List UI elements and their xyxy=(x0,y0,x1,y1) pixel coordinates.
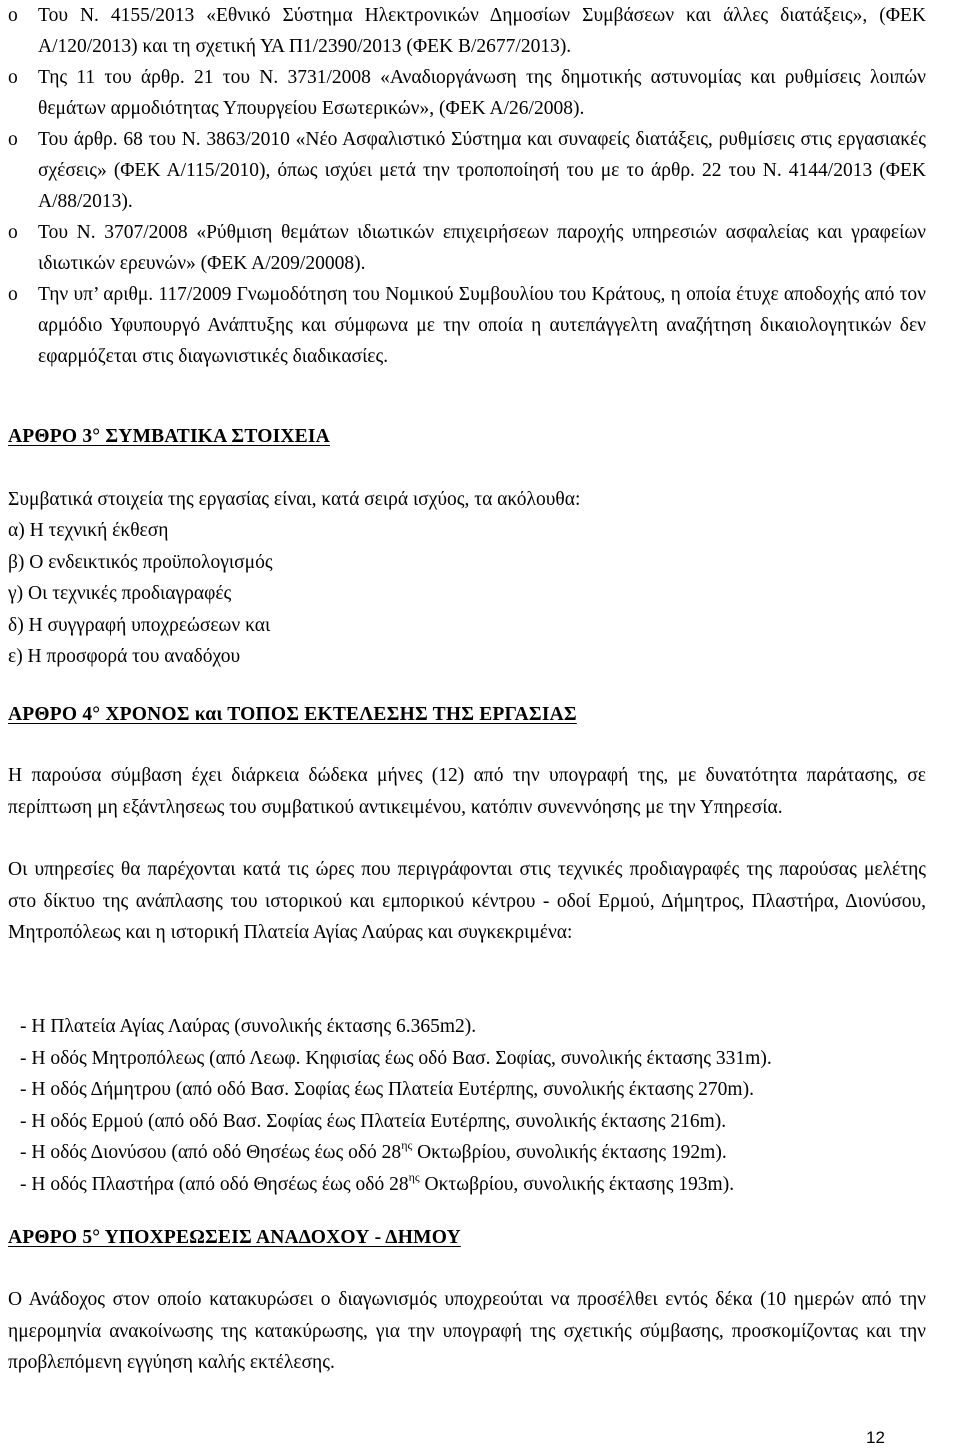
service-site-text: - Η οδός Διονύσου (από οδό Θησέως έως οδό 28 xyxy=(20,1142,402,1163)
article-3-intro: Συμβατικά στοιχεία της εργασίας είναι, κατά σειρά ισχύος, τα ακόλουθα: xyxy=(8,489,581,510)
legal-reference-text: Του Ν. 4155/2013 «Εθνικό Σύστημα Ηλεκτρονικών Δημοσίων Συμβάσεων και άλλες διατάξεις», (ΦΕΚ Α/120/2013) και τη σχετική ΥΑ Π1/2390/2013 (ΦΕΚ Β/2677/2013). xyxy=(38,5,926,57)
service-site-item xyxy=(20,1137,772,1169)
contract-element-item: γ) Οι τεχνικές προδιαγραφές xyxy=(8,583,232,604)
service-sites-list xyxy=(20,1011,772,1200)
service-site-item: - Η Πλατεία Αγίας Λαύρας (συνολικής έκτασης 6.365m2). xyxy=(20,1016,477,1037)
article-4-duration-paragraph: Η παρούσα σύμβαση έχει διάρκεια δώδεκα μήνες (12) από την υπογραφή της, με δυνατότητα παράτασης, σε περίπτωση μη εξάντλησεως του συμβατικού αντικειμένου, κατόπιν συνεννόησης με την Υπηρεσία. xyxy=(8,765,926,818)
service-site-text-end: Οκτωβρίου, συνολικής έκτασης 193m). xyxy=(419,1173,735,1195)
service-site-item xyxy=(20,1169,772,1201)
legal-reference-item xyxy=(8,124,926,217)
bullet-marker: o xyxy=(8,129,18,150)
article-4-location-paragraph: Οι υπηρεσίες θα παρέχονται κατά τις ώρες που περιγράφονται στις τεχνικές προδιαγραφές της παρούσας μελέτης στο δίκτυο της ανάπλασης του ιστορικού και εμπορικού κέντρου - οδοί Ερμού, Δήμητρος, Πλαστήρα, Διονύσου, Μητροπόλεως και η ιστορική Πλατεία Αγίας Λαύρας και συγκεκριμένα: xyxy=(8,859,926,943)
legal-reference-item xyxy=(8,279,926,372)
legal-references-list xyxy=(8,0,926,372)
contract-element-item: ε) Η προσφορά του αναδόχου xyxy=(8,646,241,667)
service-site-text: - Η οδός Πλαστήρα (από οδό Θησέως έως οδό 28 xyxy=(20,1173,409,1195)
bullet-marker: o xyxy=(8,5,18,26)
legal-reference-item xyxy=(8,62,926,124)
contract-element-item: δ) Η συγγραφή υποχρεώσεων και xyxy=(8,614,271,636)
legal-reference-text: Της 11 του άρθρ. 21 του Ν. 3731/2008 «Αναδιοργάνωση της δημοτικής αστυνομίας και ρυθμίσεις λοιπών θεμάτων αρμοδιότητας Υπουργείου Εσωτερικών», (ΦΕΚ Α/26/2008). xyxy=(38,67,926,119)
service-site-item: - Η οδός Ερμού (από οδό Βασ. Σοφίας έως Πλατεία Ευτέρπης, συνολικής έκτασης 216m). xyxy=(20,1110,727,1132)
legal-reference-item xyxy=(8,0,926,62)
service-site-item: - Η οδός Δήμητρου (από οδό Βασ. Σοφίας έως Πλατεία Ευτέρπης, συνολικής έκτασης 270m). xyxy=(20,1079,754,1100)
article-3-heading: ΑΡΘΡΟ 3° ΣΥΜΒΑΤΙΚΑ ΣΤΟΙΧΕΙΑ xyxy=(8,426,330,447)
contract-element-item: α) Η τεχνική έκθεση xyxy=(8,520,169,541)
service-site-text-end: Οκτωβρίου, συνολικής έκτασης 192m). xyxy=(412,1142,727,1163)
ordinal-suffix: ης xyxy=(401,1138,413,1152)
legal-reference-text: Του άρθρ. 68 του Ν. 3863/2010 «Νέο Ασφαλιστικό Σύστημα και συναφείς διατάξεις, ρυθμίσεις στις εργασιακές σχέσεις» (ΦΕΚ Α/115/2010), όπως ισχύει μετά την τροποποίησή του με το άρθρ. 22 του Ν. 4144/2013 (ΦΕΚ Α/88/2013). xyxy=(38,129,926,212)
contract-element-item: β) Ο ενδεικτικός προϋπολογισμός xyxy=(8,551,273,573)
article-5-paragraph: Ο Ανάδοχος στον οποίο κατακυρώσει ο διαγωνισμός υποχρεούται να προσέλθει εντός δέκα (10 ημερών από την ημερομηνία ανακοίνωσης της κατακύρωσης, για την υπογραφή της σχετικής σύμβασης, προσκομίζοντας και την προβλεπόμενη εγγύηση καλής εκτέλεσης. xyxy=(8,1289,926,1373)
bullet-marker: o xyxy=(8,67,18,88)
contract-elements-list xyxy=(8,515,273,673)
bullet-marker: o xyxy=(8,222,18,243)
page-number: 12 xyxy=(866,1428,885,1447)
legal-reference-text: Του Ν. 3707/2008 «Ρύθμιση θεμάτων ιδιωτικών επιχειρήσεων παροχής υπηρεσιών ασφαλείας και γραφείων ιδιωτικών ερευνών» (ΦΕΚ Α/209/20008). xyxy=(38,222,926,274)
ordinal-suffix: ης xyxy=(408,1169,420,1184)
article-5-heading: ΑΡΘΡΟ 5° ΥΠΟΧΡΕΩΣΕΙΣ ΑΝΑΔΟΧΟΥ - ΔΗΜΟΥ xyxy=(8,1227,461,1248)
service-site-item: - Η οδός Μητροπόλεως (από Λεωφ. Κηφισίας έως οδό Βασ. Σοφίας, συνολικής έκτασης 331m). xyxy=(20,1047,772,1069)
article-4-heading: ΑΡΘΡΟ 4° ΧΡΟΝΟΣ και ΤΟΠΟΣ ΕΚΤΕΛΕΣΗΣ ΤΗΣ ΕΡΓΑΣΙΑΣ xyxy=(8,704,577,725)
legal-reference-item xyxy=(8,217,926,279)
legal-reference-text: Την υπ’ αριθμ. 117/2009 Γνωμοδότηση του Νομικού Συμβουλίου του Κράτους, η οποία έτυχε αποδοχής από τον αρμόδιο Υφυπουργό Ανάπτυξης και σύμφωνα με την οποία η αυτεπάγγελτη αναζήτηση δικαιολογητικών δεν εφαρμόζεται στις διαγωνιστικές διαδικασίες. xyxy=(38,284,926,367)
bullet-marker: o xyxy=(8,284,18,305)
